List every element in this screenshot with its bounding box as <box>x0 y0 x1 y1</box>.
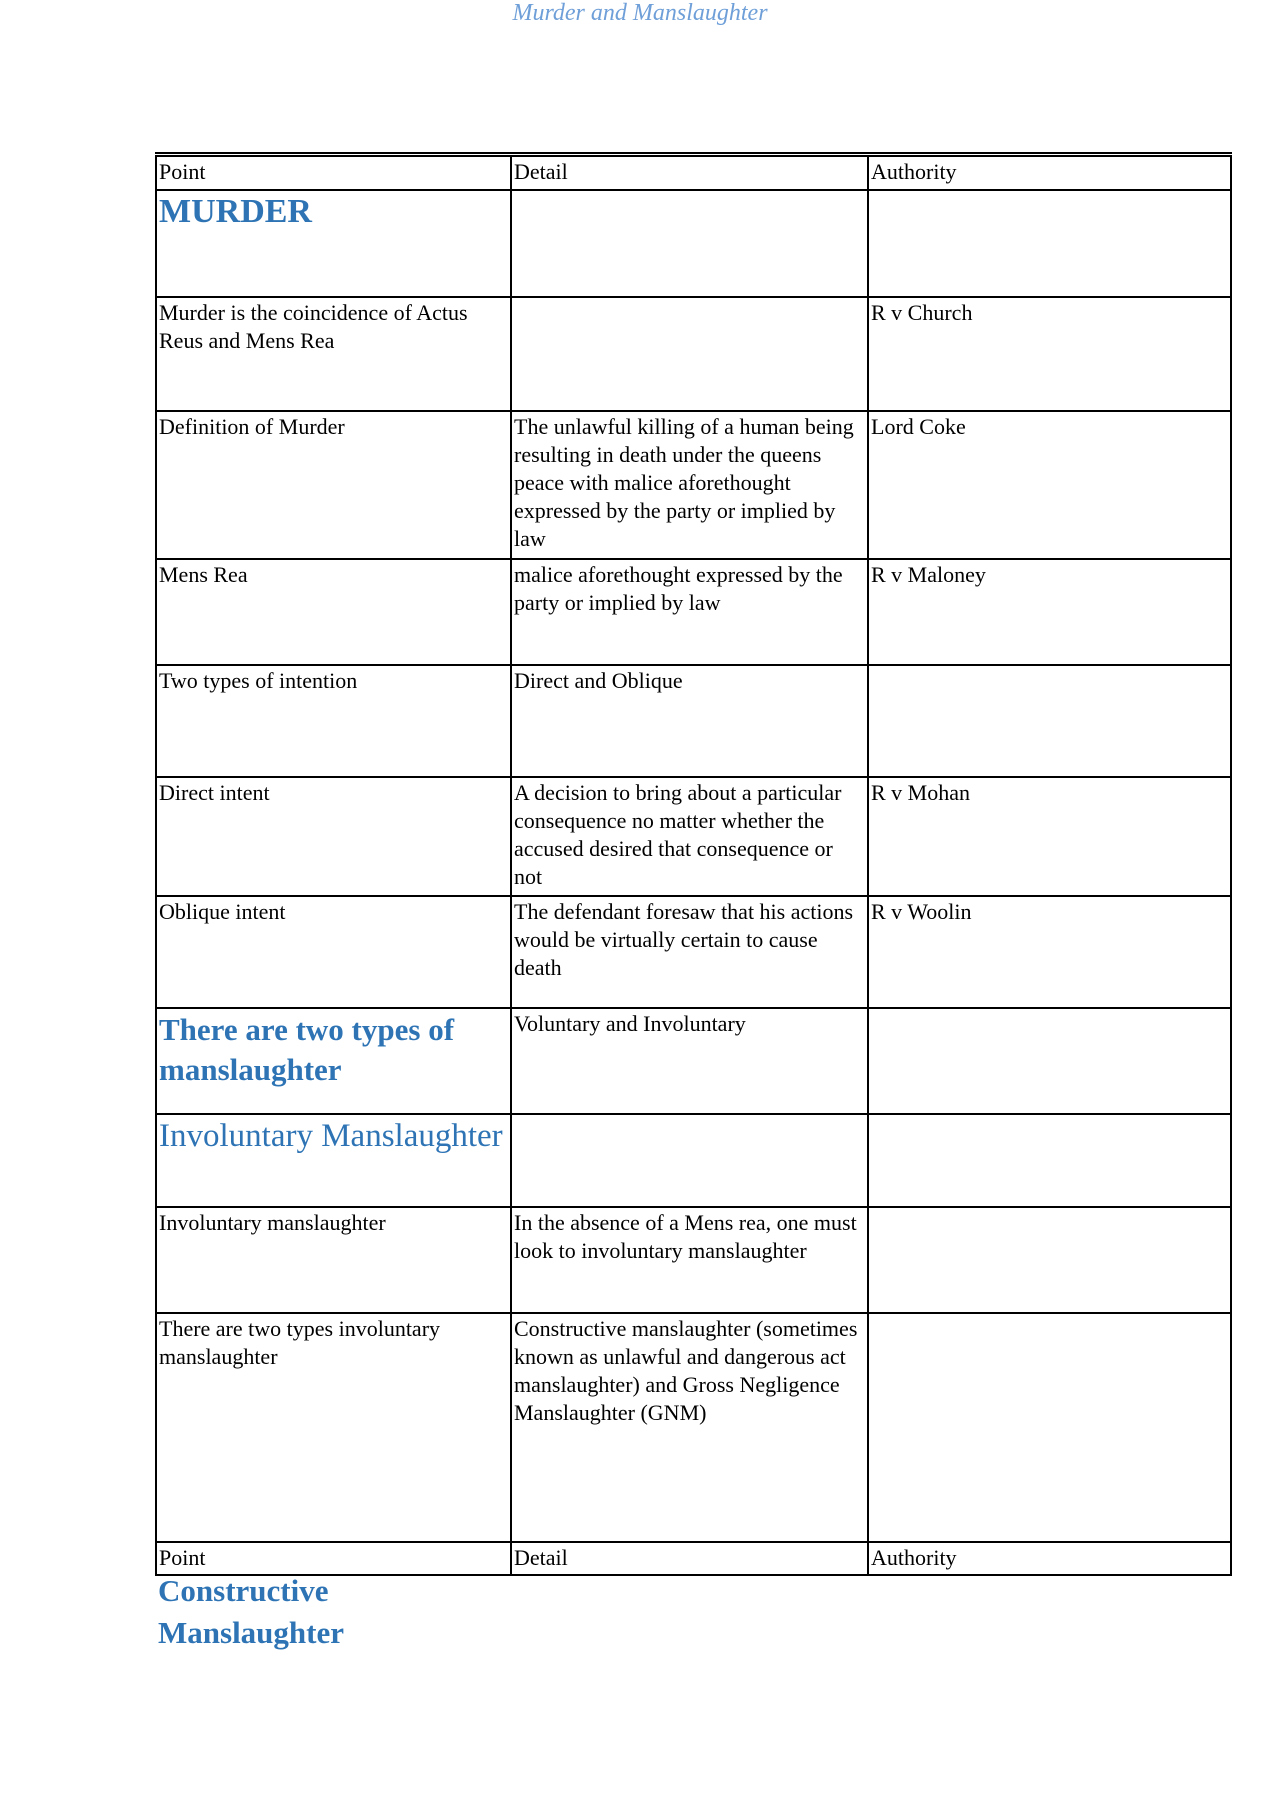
row-point: Oblique intent <box>156 896 511 1008</box>
table-row <box>156 1008 1231 1114</box>
row-detail: Constructive manslaughter (sometimes known as unlawful and dangerous act manslaughter) and Gross Negligence Manslaughter (GNM) <box>511 1313 868 1542</box>
footer-authority: Authority <box>868 1542 1231 1575</box>
row-authority <box>868 1207 1231 1313</box>
table-row <box>156 1207 1231 1313</box>
murder-heading: MURDER <box>159 192 312 230</box>
row-point <box>156 1008 511 1114</box>
row-detail: Direct and Oblique <box>511 665 868 777</box>
row-authority <box>868 665 1231 777</box>
row-detail <box>511 297 868 411</box>
row-authority: R v Mohan <box>868 777 1231 896</box>
row-detail: malice aforethought expressed by the party or implied by law <box>511 559 868 665</box>
table-row <box>156 777 1231 896</box>
table-row <box>156 665 1231 777</box>
row-detail: In the absence of a Mens rea, one must look to involuntary manslaughter <box>511 1207 868 1313</box>
table-row <box>156 297 1231 411</box>
table-header-row <box>156 155 1231 190</box>
row-point: Involuntary manslaughter <box>156 1207 511 1313</box>
row-authority <box>868 1114 1231 1207</box>
manslaughter-types-heading: There are two types of manslaughter <box>159 1011 455 1087</box>
row-detail: A decision to bring about a particular consequence no matter whether the accused desired that consequence or not <box>511 777 868 896</box>
table-row <box>156 1114 1231 1207</box>
row-point: Two types of intention <box>156 665 511 777</box>
row-point: There are two types involuntary manslaughter <box>156 1313 511 1542</box>
row-authority: Lord Coke <box>868 411 1231 559</box>
row-point: Mens Rea <box>156 559 511 665</box>
row-point <box>156 1114 511 1207</box>
row-detail: The unlawful killing of a human being resulting in death under the queens peace with malice aforethought expressed by the party or implied by law <box>511 411 868 559</box>
notes-table <box>155 152 1232 1576</box>
row-point: Direct intent <box>156 777 511 896</box>
footer-detail: Detail <box>511 1542 868 1575</box>
row-point <box>156 190 511 297</box>
row-authority <box>868 1008 1231 1114</box>
row-detail <box>511 190 868 297</box>
row-authority <box>868 190 1231 297</box>
page-header: Murder and Manslaughter <box>512 0 768 26</box>
row-point: Definition of Murder <box>156 411 511 559</box>
table-row <box>156 896 1231 1008</box>
column-header-point: Point <box>156 155 511 190</box>
table-row <box>156 1313 1231 1542</box>
row-authority <box>868 1313 1231 1542</box>
involuntary-manslaughter-heading: Involuntary Manslaughter <box>159 1117 503 1154</box>
row-authority: R v Maloney <box>868 559 1231 665</box>
column-header-authority: Authority <box>868 155 1231 190</box>
row-point: Murder is the coincidence of Actus Reus and Mens Rea <box>156 297 511 411</box>
footer-point: Point <box>156 1542 511 1575</box>
row-detail <box>511 1114 868 1207</box>
row-authority: R v Church <box>868 297 1231 411</box>
table-row <box>156 190 1231 297</box>
column-header-detail: Detail <box>511 155 868 190</box>
constructive-manslaughter-heading: Constructive Manslaughter <box>158 1573 344 1650</box>
row-detail: The defendant foresaw that his actions would be virtually certain to cause death <box>511 896 868 1008</box>
table-row <box>156 411 1231 559</box>
row-detail: Voluntary and Involuntary <box>511 1008 868 1114</box>
row-authority: R v Woolin <box>868 896 1231 1008</box>
table-row <box>156 559 1231 665</box>
